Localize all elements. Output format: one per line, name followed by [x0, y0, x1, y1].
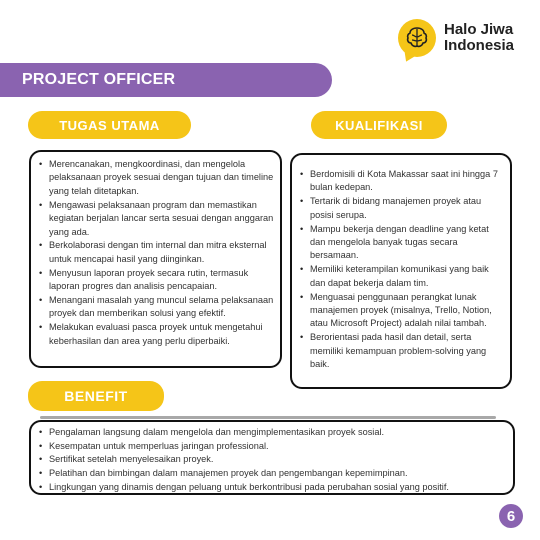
tugas-utama-label: TUGAS UTAMA — [28, 111, 191, 139]
list-item: • Mengawasi pelaksanaan program dan memastikan kegiatan berjalan lancar serta sesuai dengan anggaran yang ada. — [39, 199, 274, 239]
brand-name — [444, 22, 514, 54]
list-item: • Tertarik di bidang manajemen proyek atau posisi serupa. — [300, 195, 502, 222]
kualifikasi-list — [300, 168, 502, 372]
list-item: • Menangani masalah yang muncul selama pelaksanaan proyek dan memberikan solusi yang efektif. — [39, 294, 274, 321]
list-item: • Mampu bekerja dengan deadline yang ketat dan mengelola banyak tugas secara bersamaan. — [300, 223, 502, 263]
list-item: • Kesempatan untuk memperluas jaringan professional. — [39, 440, 505, 453]
list-item: • Merencanakan, mengkoordinasi, dan mengelola pelaksanaan proyek sesuai dengan tujuan dan timeline yang telah ditetapkan. — [39, 158, 274, 198]
brain-icon — [398, 19, 436, 57]
tugas-utama-list — [39, 158, 274, 348]
divider — [40, 416, 496, 419]
list-item: • Berorientasi pada hasil dan detail, serta memiliki kemampuan problem-solving yang baik. — [300, 331, 502, 371]
list-item: • Menguasai penggunaan perangkat lunak manajemen proyek (misalnya, Trello, Notion, atau Microsoft Project) adalah nilai tambah. — [300, 291, 502, 331]
brand-name-line1: Halo Jiwa — [444, 21, 514, 38]
list-item: • Berkolaborasi dengan tim internal dan mitra eksternal untuk mencapai hasil yang diinginkan. — [39, 239, 274, 266]
list-item: • Lingkungan yang dinamis dengan peluang untuk berkontribusi pada perubahan sosial yang positif. — [39, 481, 505, 494]
list-item: • Melakukan evaluasi pasca proyek untuk mengetahui keberhasilan dan area yang perlu diperbaiki. — [39, 321, 274, 348]
kualifikasi-box — [290, 153, 512, 389]
benefit-list — [39, 426, 505, 494]
list-item: • Memiliki keterampilan komunikasi yang baik dan dapat bekerja dalam tim. — [300, 263, 502, 290]
list-item: • Pelatihan dan bimbingan dalam manajemen proyek dan pengembangan kepemimpinan. — [39, 467, 505, 480]
benefit-label: BENEFIT — [28, 381, 164, 411]
list-item: • Berdomisili di Kota Makassar saat ini hingga 7 bulan kedepan. — [300, 168, 502, 195]
kualifikasi-label: KUALIFIKASI — [311, 111, 447, 139]
brand-logo — [398, 16, 528, 60]
benefit-box — [29, 420, 515, 495]
list-item: • Sertifikat setelah menyelesaikan proyek. — [39, 453, 505, 466]
list-item: • Pengalaman langsung dalam mengelola dan mengimplementasikan proyek sosial. — [39, 426, 505, 439]
title-banner — [0, 63, 332, 97]
list-item: • Menyusun laporan proyek secara rutin, termasuk laporan progres dan analisis pencapaian. — [39, 267, 274, 294]
page-title: PROJECT OFFICER — [22, 71, 176, 88]
brand-name-line2: Indonesia — [444, 37, 515, 54]
tugas-utama-box — [29, 150, 282, 368]
page-number: 6 — [499, 504, 523, 528]
